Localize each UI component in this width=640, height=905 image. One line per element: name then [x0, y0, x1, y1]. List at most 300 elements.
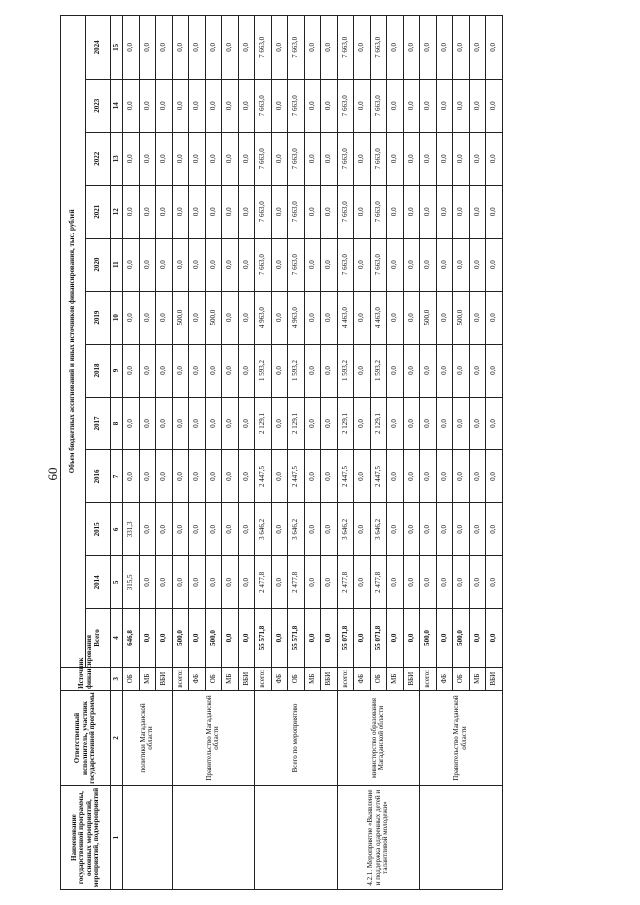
funding-source-cell: МБ [469, 667, 486, 690]
year-value-cell: 0,0 [321, 450, 338, 503]
funding-source-cell: ВБИ [486, 667, 503, 690]
year-value-cell: 0,0 [420, 556, 437, 609]
year-value-cell: 0,0 [189, 556, 206, 609]
year-value-cell: 0,0 [139, 291, 156, 344]
header-year-5: 2018 [86, 344, 111, 397]
year-value-cell: 0,0 [123, 291, 140, 344]
program-name-cell [123, 786, 173, 890]
year-value-cell: 0,0 [436, 397, 453, 450]
total-value-cell: 500,0 [172, 609, 189, 667]
funding-source-cell: ФБ [271, 667, 288, 690]
year-value-cell: 0,0 [222, 185, 239, 238]
year-value-cell: 0,0 [387, 556, 404, 609]
year-value-cell: 0,0 [304, 503, 321, 556]
total-value-cell: 0,0 [387, 609, 404, 667]
total-value-cell: 55 571,8 [255, 609, 272, 667]
year-value-cell: 0,0 [321, 344, 338, 397]
year-value-cell: 7 663,0 [337, 185, 354, 238]
year-value-cell: 7 663,0 [288, 16, 305, 80]
year-value-cell: 0,0 [387, 132, 404, 185]
funding-source-cell: ОБ [370, 667, 387, 690]
year-value-cell: 3 646,2 [255, 503, 272, 556]
total-value-cell: 0,0 [156, 609, 173, 667]
year-value-cell: 0,0 [123, 132, 140, 185]
funding-source-cell: МБ [387, 667, 404, 690]
header-funding-source: Источник финансирования [61, 667, 111, 690]
funding-table [60, 15, 503, 890]
year-value-cell: 7 663,0 [337, 16, 354, 80]
year-value-cell: 0,0 [271, 238, 288, 291]
year-value-cell: 0,0 [354, 238, 371, 291]
funding-source-cell: ВБИ [321, 667, 338, 690]
total-value-cell: 0,0 [486, 609, 503, 667]
total-value-cell: 0,0 [321, 609, 338, 667]
year-value-cell: 0,0 [486, 556, 503, 609]
year-value-cell: 0,0 [486, 185, 503, 238]
column-index-5: 5 [111, 556, 123, 609]
year-value-cell: 4 963,0 [255, 291, 272, 344]
year-value-cell: 500,0 [453, 291, 470, 344]
year-value-cell: 0,0 [486, 238, 503, 291]
header-year-10: 2023 [86, 79, 111, 132]
year-value-cell: 0,0 [304, 344, 321, 397]
year-value-cell: 0,0 [123, 16, 140, 80]
year-value-cell: 7 663,0 [255, 79, 272, 132]
funding-source-cell: ОБ [453, 667, 470, 690]
year-value-cell: 0,0 [156, 185, 173, 238]
header-year-8: 2021 [86, 185, 111, 238]
total-value-cell: 0,0 [139, 609, 156, 667]
year-value-cell: 0,0 [271, 185, 288, 238]
year-value-cell: 0,0 [304, 291, 321, 344]
year-value-cell: 0,0 [123, 79, 140, 132]
year-value-cell: 0,0 [486, 132, 503, 185]
total-value-cell: 646,8 [123, 609, 140, 667]
year-value-cell: 0,0 [139, 397, 156, 450]
year-value-cell: 2 447,5 [288, 450, 305, 503]
year-value-cell: 0,0 [436, 16, 453, 80]
year-value-cell: 0,0 [354, 503, 371, 556]
year-value-cell: 0,0 [453, 450, 470, 503]
year-value-cell: 0,0 [321, 291, 338, 344]
year-value-cell: 0,0 [403, 556, 420, 609]
year-value-cell: 0,0 [271, 503, 288, 556]
year-value-cell: 0,0 [469, 450, 486, 503]
year-value-cell: 0,0 [387, 79, 404, 132]
year-value-cell: 331,3 [123, 503, 140, 556]
year-value-cell: 0,0 [387, 397, 404, 450]
year-value-cell: 0,0 [172, 79, 189, 132]
year-value-cell: 0,0 [156, 132, 173, 185]
funding-source-cell: ВБИ [238, 667, 255, 690]
year-value-cell: 0,0 [222, 503, 239, 556]
year-value-cell: 2 477,8 [337, 556, 354, 609]
year-value-cell: 0,0 [139, 79, 156, 132]
year-value-cell: 0,0 [469, 16, 486, 80]
year-value-cell: 0,0 [304, 132, 321, 185]
year-value-cell: 0,0 [222, 344, 239, 397]
year-value-cell: 1 593,2 [337, 344, 354, 397]
year-value-cell: 0,0 [403, 238, 420, 291]
year-value-cell: 0,0 [387, 16, 404, 80]
year-value-cell: 0,0 [189, 450, 206, 503]
year-value-cell: 0,0 [420, 344, 437, 397]
year-value-cell: 0,0 [469, 556, 486, 609]
year-value-cell: 7 663,0 [337, 132, 354, 185]
year-value-cell: 0,0 [420, 132, 437, 185]
total-value-cell: 55 571,8 [288, 609, 305, 667]
year-value-cell: 0,0 [354, 79, 371, 132]
year-value-cell: 0,0 [387, 291, 404, 344]
year-value-cell: 0,0 [469, 503, 486, 556]
year-value-cell: 7 663,0 [370, 16, 387, 80]
year-value-cell: 0,0 [420, 79, 437, 132]
total-value-cell: 0,0 [304, 609, 321, 667]
year-value-cell: 0,0 [453, 397, 470, 450]
year-value-cell: 0,0 [387, 344, 404, 397]
year-value-cell: 0,0 [304, 79, 321, 132]
total-value-cell: 500,0 [420, 609, 437, 667]
year-value-cell: 3 646,2 [370, 503, 387, 556]
year-value-cell: 0,0 [156, 503, 173, 556]
column-index-9: 9 [111, 344, 123, 397]
year-value-cell: 0,0 [354, 291, 371, 344]
funding-source-cell: ВБИ [156, 667, 173, 690]
year-value-cell: 0,0 [387, 503, 404, 556]
year-value-cell: 500,0 [420, 291, 437, 344]
year-value-cell: 0,0 [354, 450, 371, 503]
year-value-cell: 0,0 [304, 185, 321, 238]
year-value-cell: 0,0 [222, 397, 239, 450]
year-value-cell: 0,0 [486, 450, 503, 503]
year-value-cell: 0,0 [156, 16, 173, 80]
year-value-cell: 0,0 [354, 344, 371, 397]
total-value-cell: 0,0 [271, 609, 288, 667]
year-value-cell: 0,0 [156, 344, 173, 397]
year-value-cell: 0,0 [271, 16, 288, 80]
year-value-cell: 0,0 [403, 450, 420, 503]
year-value-cell: 0,0 [189, 16, 206, 80]
year-value-cell: 0,0 [436, 79, 453, 132]
funding-source-cell: всего: [420, 667, 437, 690]
year-value-cell: 0,0 [156, 238, 173, 291]
year-value-cell: 0,0 [189, 503, 206, 556]
header-year-1: 2014 [86, 556, 111, 609]
year-value-cell: 1 593,2 [255, 344, 272, 397]
year-value-cell: 0,0 [156, 291, 173, 344]
total-value-cell: 0,0 [189, 609, 206, 667]
year-value-cell: 2 447,5 [370, 450, 387, 503]
program-name-cell [420, 786, 503, 890]
year-value-cell: 0,0 [238, 450, 255, 503]
year-value-cell: 0,0 [321, 79, 338, 132]
year-value-cell: 0,0 [453, 344, 470, 397]
year-value-cell: 7 663,0 [255, 16, 272, 80]
year-value-cell: 0,0 [139, 503, 156, 556]
year-value-cell: 0,0 [222, 291, 239, 344]
table-row [337, 16, 354, 890]
column-index-8: 8 [111, 397, 123, 450]
year-value-cell: 0,0 [304, 556, 321, 609]
column-index-6: 6 [111, 503, 123, 556]
year-value-cell: 2 129,1 [337, 397, 354, 450]
year-value-cell: 0,0 [205, 132, 222, 185]
year-value-cell: 7 663,0 [255, 238, 272, 291]
column-index-7: 7 [111, 450, 123, 503]
total-value-cell: 0,0 [436, 609, 453, 667]
year-value-cell: 2 447,5 [255, 450, 272, 503]
year-value-cell: 0,0 [420, 450, 437, 503]
year-value-cell: 0,0 [172, 503, 189, 556]
year-value-cell: 0,0 [172, 450, 189, 503]
year-value-cell: 0,0 [189, 79, 206, 132]
total-value-cell: 55 071,8 [370, 609, 387, 667]
year-value-cell: 0,0 [387, 238, 404, 291]
total-value-cell: 55 071,8 [337, 609, 354, 667]
year-value-cell: 0,0 [304, 450, 321, 503]
year-value-cell: 0,0 [172, 556, 189, 609]
year-value-cell: 0,0 [304, 397, 321, 450]
year-value-cell: 0,0 [238, 79, 255, 132]
executor-cell: Всего по мероприятию [255, 690, 338, 785]
year-value-cell: 0,0 [271, 344, 288, 397]
year-value-cell: 0,0 [205, 397, 222, 450]
year-value-cell: 0,0 [469, 79, 486, 132]
header-year-6: 2019 [86, 291, 111, 344]
year-value-cell: 2 129,1 [255, 397, 272, 450]
year-value-cell: 0,0 [271, 79, 288, 132]
year-value-cell: 0,0 [271, 397, 288, 450]
year-value-cell: 0,0 [139, 185, 156, 238]
year-value-cell: 0,0 [354, 185, 371, 238]
year-value-cell: 0,0 [205, 16, 222, 80]
column-index-10: 10 [111, 291, 123, 344]
year-value-cell: 1 593,2 [370, 344, 387, 397]
year-value-cell: 0,0 [123, 450, 140, 503]
total-value-cell: 0,0 [354, 609, 371, 667]
year-value-cell: 0,0 [156, 397, 173, 450]
year-value-cell: 0,0 [321, 556, 338, 609]
year-value-cell: 0,0 [222, 556, 239, 609]
funding-source-cell: ФБ [189, 667, 206, 690]
year-value-cell: 0,0 [453, 185, 470, 238]
year-value-cell: 0,0 [420, 238, 437, 291]
program-name-cell [172, 786, 255, 890]
column-index-2: 2 [111, 690, 123, 785]
year-value-cell: 0,0 [436, 344, 453, 397]
year-value-cell: 0,0 [238, 503, 255, 556]
table-row [420, 16, 437, 890]
year-value-cell: 0,0 [205, 79, 222, 132]
column-index-11: 11 [111, 238, 123, 291]
year-value-cell: 0,0 [238, 185, 255, 238]
year-value-cell: 0,0 [403, 79, 420, 132]
header-year-11: 2024 [86, 16, 111, 80]
year-value-cell: 0,0 [238, 238, 255, 291]
table-body [111, 16, 503, 890]
year-value-cell: 0,0 [453, 556, 470, 609]
year-value-cell: 7 663,0 [288, 79, 305, 132]
year-value-cell: 0,0 [486, 397, 503, 450]
year-value-cell: 0,0 [436, 556, 453, 609]
year-value-cell: 3 646,2 [288, 503, 305, 556]
year-value-cell: 0,0 [271, 450, 288, 503]
year-value-cell: 0,0 [436, 132, 453, 185]
header-year-0: Всего [86, 609, 111, 667]
year-value-cell: 7 663,0 [288, 132, 305, 185]
year-value-cell: 7 663,0 [337, 79, 354, 132]
year-value-cell: 3 646,2 [337, 503, 354, 556]
header-year-7: 2020 [86, 238, 111, 291]
year-value-cell: 0,0 [139, 132, 156, 185]
year-value-cell: 0,0 [271, 132, 288, 185]
year-value-cell: 7 663,0 [370, 238, 387, 291]
year-value-cell: 0,0 [469, 291, 486, 344]
year-value-cell: 0,0 [189, 238, 206, 291]
year-value-cell: 0,0 [354, 132, 371, 185]
header-year-9: 2022 [86, 132, 111, 185]
year-value-cell: 0,0 [172, 185, 189, 238]
page-number: 60 [45, 467, 60, 481]
year-value-cell: 0,0 [238, 397, 255, 450]
year-value-cell: 0,0 [354, 556, 371, 609]
year-value-cell: 0,0 [304, 238, 321, 291]
year-value-cell: 0,0 [354, 397, 371, 450]
funding-source-cell: МБ [222, 667, 239, 690]
year-value-cell: 0,0 [139, 556, 156, 609]
column-index-15: 15 [111, 16, 123, 80]
year-value-cell: 0,0 [436, 450, 453, 503]
year-value-cell: 0,0 [403, 291, 420, 344]
funding-source-cell: всего: [172, 667, 189, 690]
funding-source-cell: ОБ [288, 667, 305, 690]
year-value-cell: 4 463,0 [337, 291, 354, 344]
year-value-cell: 0,0 [172, 397, 189, 450]
year-value-cell: 0,0 [222, 16, 239, 80]
year-value-cell: 0,0 [387, 185, 404, 238]
total-value-cell: 0,0 [222, 609, 239, 667]
funding-source-cell: ФБ [354, 667, 371, 690]
column-index-12: 12 [111, 185, 123, 238]
year-value-cell: 0,0 [222, 79, 239, 132]
year-value-cell: 500,0 [172, 291, 189, 344]
year-value-cell: 0,0 [172, 16, 189, 80]
year-value-cell: 2 477,8 [370, 556, 387, 609]
year-value-cell: 315,5 [123, 556, 140, 609]
year-value-cell: 0,0 [156, 79, 173, 132]
year-value-cell: 0,0 [238, 16, 255, 80]
year-value-cell: 0,0 [156, 450, 173, 503]
year-value-cell: 0,0 [354, 16, 371, 80]
funding-source-cell: всего: [255, 667, 272, 690]
year-value-cell: 0,0 [486, 291, 503, 344]
year-value-cell: 4 463,0 [370, 291, 387, 344]
year-value-cell: 0,0 [205, 344, 222, 397]
header-executor: Ответственный исполнитель, участник государственной программы [61, 690, 111, 785]
year-value-cell: 2 477,8 [288, 556, 305, 609]
funding-source-cell: всего: [337, 667, 354, 690]
year-value-cell: 2 447,5 [337, 450, 354, 503]
year-value-cell: 0,0 [238, 344, 255, 397]
year-value-cell: 0,0 [139, 344, 156, 397]
year-value-cell: 0,0 [172, 238, 189, 291]
year-value-cell: 0,0 [205, 238, 222, 291]
year-value-cell: 0,0 [205, 185, 222, 238]
year-value-cell: 0,0 [222, 238, 239, 291]
year-value-cell: 0,0 [321, 16, 338, 80]
year-value-cell: 0,0 [403, 397, 420, 450]
year-value-cell: 0,0 [189, 397, 206, 450]
year-value-cell: 7 663,0 [288, 238, 305, 291]
program-name-cell [255, 786, 338, 890]
column-index-3: 3 [111, 667, 123, 690]
year-value-cell: 0,0 [486, 79, 503, 132]
year-value-cell: 0,0 [123, 397, 140, 450]
table-row [172, 16, 189, 890]
year-value-cell: 0,0 [189, 344, 206, 397]
year-value-cell: 0,0 [139, 16, 156, 80]
executor-cell: политики Магаданской области [123, 690, 173, 785]
year-value-cell: 0,0 [469, 238, 486, 291]
funding-source-cell: МБ [304, 667, 321, 690]
year-value-cell: 0,0 [304, 16, 321, 80]
year-value-cell: 7 663,0 [370, 185, 387, 238]
year-value-cell: 0,0 [453, 503, 470, 556]
rotated-page-content [60, 15, 557, 890]
year-value-cell: 0,0 [123, 185, 140, 238]
year-value-cell: 0,0 [156, 556, 173, 609]
year-value-cell: 0,0 [403, 344, 420, 397]
total-value-cell: 0,0 [403, 609, 420, 667]
year-value-cell: 0,0 [189, 291, 206, 344]
year-value-cell: 0,0 [321, 397, 338, 450]
year-value-cell: 7 663,0 [288, 185, 305, 238]
year-value-cell: 0,0 [172, 132, 189, 185]
year-value-cell: 0,0 [271, 291, 288, 344]
year-value-cell: 0,0 [453, 132, 470, 185]
total-value-cell: 500,0 [453, 609, 470, 667]
column-index-row [111, 16, 123, 890]
column-index-14: 14 [111, 79, 123, 132]
year-value-cell: 0,0 [486, 503, 503, 556]
year-value-cell: 0,0 [469, 397, 486, 450]
column-index-4: 4 [111, 609, 123, 667]
header-year-2: 2015 [86, 503, 111, 556]
year-value-cell: 0,0 [403, 185, 420, 238]
year-value-cell: 7 663,0 [370, 79, 387, 132]
year-value-cell: 7 663,0 [255, 185, 272, 238]
executor-cell: Правительство Магаданской области [172, 690, 255, 785]
year-value-cell: 7 663,0 [370, 132, 387, 185]
year-value-cell: 0,0 [271, 556, 288, 609]
total-value-cell: 0,0 [238, 609, 255, 667]
funding-source-cell: ФБ [436, 667, 453, 690]
header-year-4: 2017 [86, 397, 111, 450]
year-value-cell: 0,0 [453, 238, 470, 291]
year-value-cell: 0,0 [420, 185, 437, 238]
year-value-cell: 0,0 [436, 291, 453, 344]
year-value-cell: 4 963,0 [288, 291, 305, 344]
year-value-cell: 0,0 [321, 132, 338, 185]
year-value-cell: 0,0 [189, 132, 206, 185]
year-value-cell: 0,0 [321, 503, 338, 556]
funding-source-cell: ОБ [205, 667, 222, 690]
year-value-cell: 0,0 [321, 185, 338, 238]
year-value-cell: 0,0 [139, 450, 156, 503]
year-value-cell: 500,0 [205, 291, 222, 344]
total-value-cell: 0,0 [469, 609, 486, 667]
year-value-cell: 1 593,2 [288, 344, 305, 397]
